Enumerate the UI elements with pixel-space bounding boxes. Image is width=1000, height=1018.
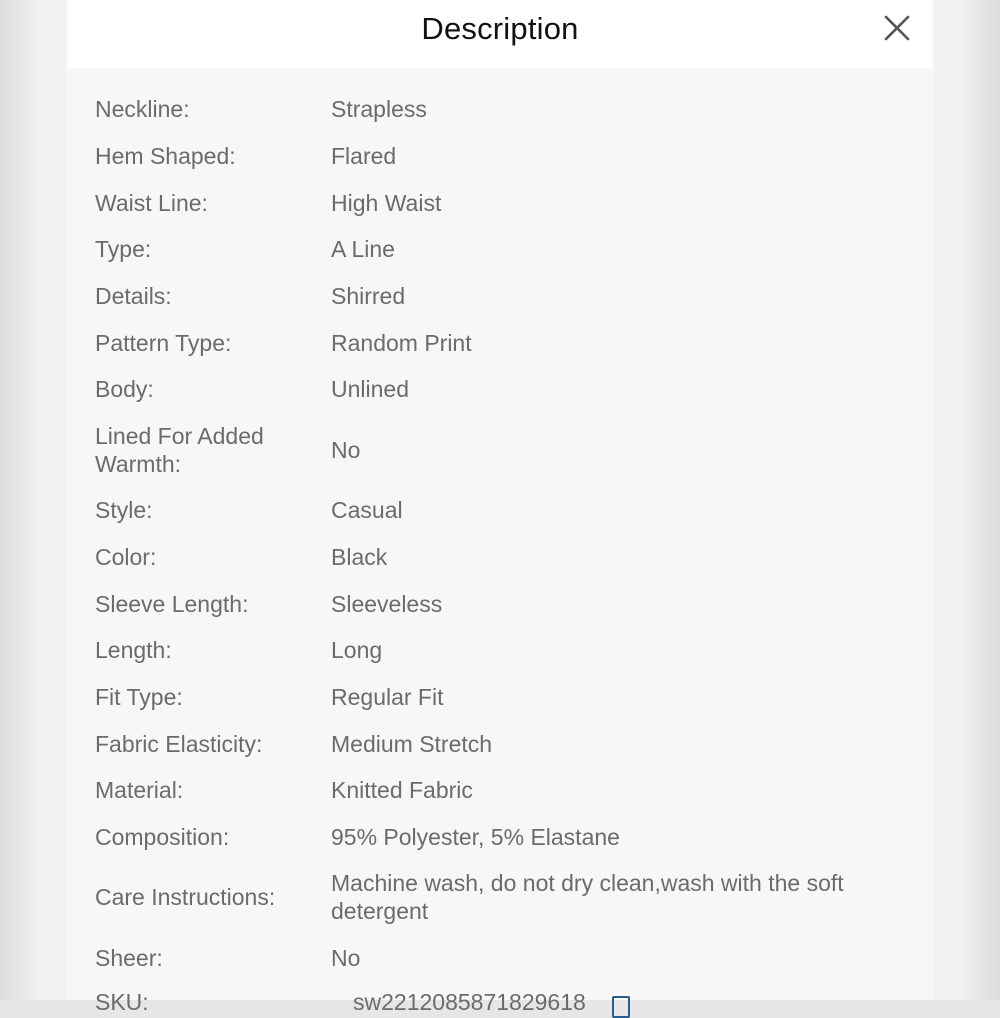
spec-row-waist-line [95,179,915,226]
spec-list [95,86,915,981]
spec-value: Sleeveless [331,590,443,617]
sku-value: sw2212085871829618 [353,989,586,1015]
spec-value: Medium Stretch [331,730,493,757]
spec-value: Shirred [331,283,406,310]
sheet-header [67,0,933,68]
spec-value: Flared [331,143,397,170]
close-icon [879,10,915,46]
spec-value: High Waist [331,189,442,216]
spec-value: Machine wash, do not dry clean,wash with the soft detergent [331,870,844,925]
sheet-title: Description [421,11,579,46]
description-sheet [67,0,933,1015]
spec-row-details [95,273,915,320]
spec-value: Long [331,637,383,664]
spec-value: A Line [331,236,395,263]
spec-value: No [331,944,361,971]
spec-label: Hem Shaped: [95,143,236,170]
spec-label: Sleeve Length: [95,590,249,617]
spec-row-hem-shaped [95,133,915,180]
spec-label: Lined For Added Warmth: [95,422,264,477]
spec-row-style [95,487,915,534]
spec-label: Color: [95,543,157,570]
spec-row-care-instructions [95,860,915,934]
spec-label: Length: [95,637,172,664]
spec-label: Care Instructions: [95,884,276,911]
spec-label: Waist Line: [95,189,208,216]
spec-row-sheer [95,934,915,981]
spec-label: Sheer: [95,944,163,971]
spec-label: Composition: [95,823,230,850]
spec-row-fit-type [95,674,915,721]
spec-row-type [95,226,915,273]
spec-row-fabric-elasticity [95,720,915,767]
copy-icon[interactable] [612,996,630,1018]
spec-label: Pattern Type: [95,329,232,356]
spec-label: Type: [95,236,152,263]
spec-label: Material: [95,777,184,804]
spec-value: Knitted Fabric [331,777,473,804]
spec-label: Neckline: [95,96,190,123]
spec-label: Details: [95,283,172,310]
spec-value: Regular Fit [331,683,444,710]
spec-row-sku [95,988,915,1018]
spec-value: Random Print [331,329,472,356]
spec-row-neckline [95,86,915,133]
spec-label: Fabric Elasticity: [95,730,263,757]
spec-row-lined-for-added-warmth [95,413,915,487]
spec-value: No [331,436,361,463]
spec-value: Black [331,543,388,570]
spec-value: Unlined [331,376,409,403]
spec-row-composition [95,814,915,861]
spec-row-material [95,767,915,814]
spec-row-color [95,534,915,581]
spec-row-length [95,627,915,674]
spec-row-sleeve-length [95,580,915,627]
spec-row-pattern-type [95,319,915,366]
spec-row-body [95,366,915,413]
spec-value: 95% Polyester, 5% Elastane [331,823,620,850]
spec-label: Fit Type: [95,683,183,710]
close-button[interactable] [879,10,915,46]
spec-label: Style: [95,497,153,524]
spec-value: Strapless [331,96,427,123]
spec-label: Body: [95,376,154,403]
spec-value: Casual [331,497,403,524]
sku-label: SKU: [95,989,149,1015]
